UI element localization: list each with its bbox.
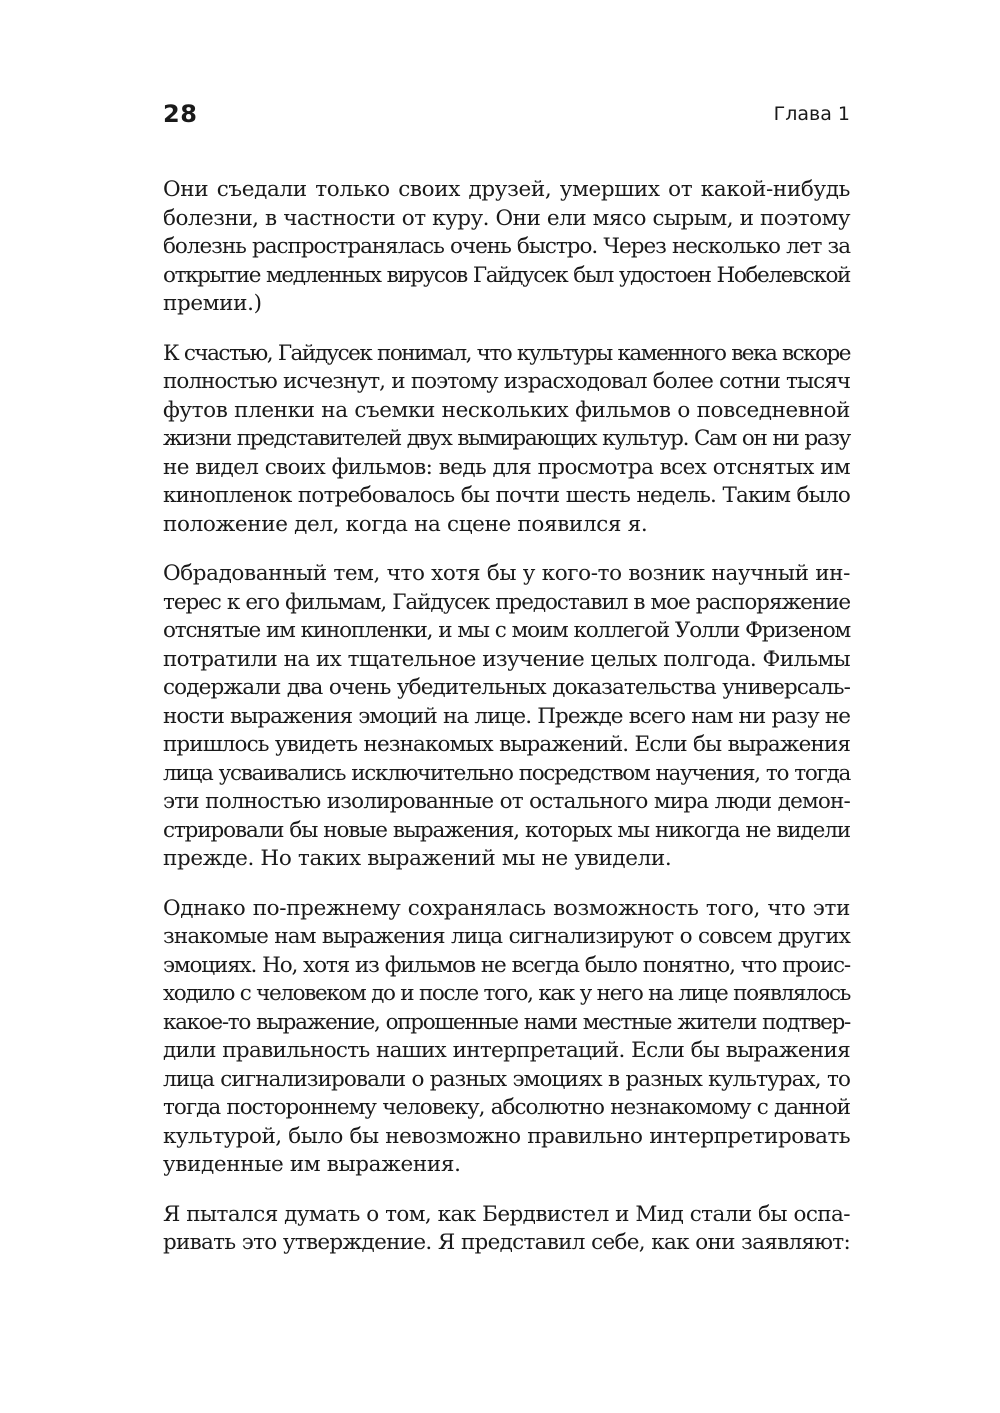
text-line: болезни, в частности от куру. Они ели мясо сырым, и поэтому	[163, 205, 850, 231]
text-line: содержали два очень убедительных доказательства универсаль-	[163, 675, 850, 700]
running-head	[163, 96, 850, 136]
text-line: лица усваивались исключительно посредством научения, то тогда	[163, 760, 850, 786]
text-line: стрировали бы новые выражения, которых мы никогда не видели	[163, 817, 850, 843]
text-line: Я пытался думать о том, как Бердвистел и Мид стали бы оспа-	[163, 1201, 850, 1227]
text-line: увиденные им выражения.	[163, 1152, 461, 1177]
text-line: болезнь распространялась очень быстро. Через несколько лет за	[163, 234, 850, 259]
text-line: кинопленок потребовалось бы почти шесть недель. Таким было	[163, 483, 850, 508]
text-line: тогда постороннему человеку, абсолютно незнакомому с данной	[163, 1095, 850, 1120]
text-line: премии.)	[163, 291, 262, 316]
text-line: культурой, было бы невозможно правильно интерпретировать	[163, 1123, 850, 1149]
text-line: открытие медленных вирусов Гайдусек был удостоен Нобелевской	[163, 262, 850, 288]
text-line: положение дел, когда на сцене появился я.	[163, 511, 648, 537]
text-line: полностью исчезнут, и поэтому израсходовал более сотни тысяч	[163, 369, 850, 394]
text-line: лица сигнализировали о разных эмоциях в разных культурах, то	[163, 1066, 850, 1092]
body-text	[163, 176, 850, 1279]
text-line: дили правильность наших интерпретаций. Если бы выражения	[163, 1038, 850, 1063]
text-line: эмоциях. Но, хотя из фильмов не всегда было понятно, что проис-	[163, 952, 850, 978]
text-line: знакомые нам выражения лица сигнализируют о совсем других	[163, 924, 850, 949]
text-line: прежде. Но таких выражений мы не увидели.	[163, 846, 672, 871]
paragraph-3	[163, 560, 850, 874]
text-line: какое-то выражение, опрошенные нами местные жители подтвер-	[163, 1009, 850, 1035]
text-line: К счастью, Гайдусек понимал, что культуры каменного века вскоре	[163, 340, 850, 366]
text-line: не видел своих фильмов: ведь для просмотра всех отснятых им	[163, 454, 850, 480]
text-line: пришлось увидеть незнакомых выражений. Если бы выражения	[163, 732, 850, 757]
text-line: ходило с человеком до и после того, как у него на лице появлялось	[163, 981, 850, 1006]
page-number: 28	[163, 100, 198, 128]
paragraph-5	[163, 1201, 850, 1258]
text-line: ривать это утверждение. Я представил себе, как они заявляют:	[163, 1230, 850, 1255]
text-line: потратили на их тщательное изучение целых полгода. Фильмы	[163, 646, 850, 672]
text-line: футов пленки на съемки нескольких фильмов о повседневной	[163, 397, 850, 423]
text-line: ности выражения эмоций на лице. Прежде всего нам ни разу не	[163, 703, 850, 729]
paragraph-1	[163, 176, 850, 319]
text-line: Однако по-прежнему сохранялась возможность того, что эти	[163, 895, 850, 921]
text-line: Обрадованный тем, что хотя бы у кого-то возник научный ин-	[163, 561, 850, 586]
chapter-title: Глава 1	[773, 103, 850, 125]
paragraph-2	[163, 340, 850, 540]
text-line: терес к его фильмам, Гайдусек предоставил в мое распоряжение	[163, 589, 850, 615]
text-line: жизни представителей двух вымирающих культур. Сам он ни разу	[163, 426, 850, 451]
paragraph-4	[163, 895, 850, 1180]
text-line: Они съедали только своих друзей, умерших от какой-нибудь	[163, 177, 850, 202]
text-line: отснятые им кинопленки, и мы с моим коллегой Уолли Фризеном	[163, 618, 850, 643]
text-line: эти полностью изолированные от остального мира люди демон-	[163, 789, 850, 814]
